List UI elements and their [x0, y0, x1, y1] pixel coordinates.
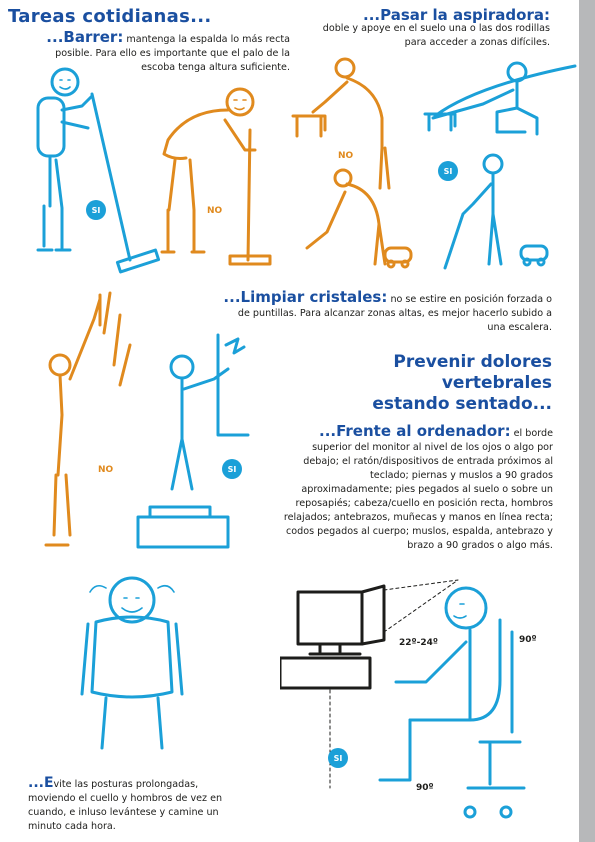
figure-seated-correct — [380, 588, 524, 788]
vacuuming-illustration — [285, 56, 585, 276]
window-cleaning-illustration — [30, 285, 270, 585]
vacuuming-text: doble y apoye en el suelo una o las dos rodillas para acceder a zonas difíciles. — [322, 23, 550, 48]
monitor — [298, 586, 384, 654]
figure-sweeping-incorrect — [162, 89, 270, 264]
seated-title-line-3: estando sentado... — [372, 394, 552, 414]
avoid-lead: ...E — [28, 775, 54, 791]
badge-no-sweeping: NO — [207, 206, 223, 216]
windows-text: no se estire en posición forzada o de puntillas. Para alcanzar zonas altas, es mejor hacerlo subido a una escalera. — [237, 294, 552, 333]
badge-no-window: NO — [98, 465, 114, 475]
figure-vacuum-kneel-correct — [425, 63, 575, 134]
badge-si-computer: SI — [328, 748, 348, 768]
desk — [280, 658, 370, 688]
computer-paragraph — [278, 424, 553, 553]
angle-back-label: 90º — [519, 635, 537, 645]
figure-vacuum-upright-correct — [445, 155, 547, 268]
computer-subtitle: ...Frente al ordenador: — [319, 422, 511, 440]
computer-posture-diagram — [280, 572, 540, 832]
sweeping-illustration — [10, 60, 275, 280]
vacuuming-subtitle: ...Pasar la aspiradora: — [363, 6, 550, 24]
avoid-paragraph — [28, 776, 248, 834]
badge-si-window: SI — [222, 459, 242, 479]
seated-title-line-2: vertebrales — [441, 373, 552, 393]
section-title-daily-tasks: Tareas cotidianas... — [8, 6, 212, 27]
sweeping-subtitle: ...Barrer: — [46, 28, 124, 46]
windows-subtitle: ...Limpiar cristales: — [223, 288, 388, 306]
figure-window-stretch-incorrect — [46, 293, 130, 545]
angle-knee-label: 90º — [416, 783, 434, 793]
figure-vacuum-table-incorrect — [293, 59, 389, 188]
seated-section-title — [300, 352, 552, 415]
seated-title-line-1: Prevenir dolores — [393, 352, 552, 372]
figure-vacuum-bent-incorrect — [307, 170, 411, 267]
angle-monitor-label: 22º-24º — [399, 638, 438, 648]
badge-si-sweeping: SI — [86, 200, 106, 220]
figure-window-step-correct — [138, 335, 248, 547]
vacuuming-paragraph — [320, 8, 550, 50]
badge-no-vacuum: NO — [338, 151, 354, 161]
figure-sweeping-correct — [38, 69, 159, 272]
computer-text: el borde superior del monitor al nivel de los ojos o algo por debajo; el ratón/dispositivos de entrada próximos al teclado; piernas y muslos a 90 grados aproximadamente; pies pegados al suelo o sobre un reposapiés; cabeza/cuello en posición recta, hombros relajados; antebrazos, muñecas y manos en línea recta; codos pegados al cuerpo; muslos, espalda, antebrazo y brazo a 90 grados o algo más. — [283, 428, 553, 551]
sweeping-text: mantenga la espalda lo más recta posible. Para ello es importante que el palo de la escoba tenga altura suficiente. — [55, 34, 290, 73]
badge-si-vacuum: SI — [438, 161, 458, 181]
neck-exercise-illustration — [70, 572, 200, 762]
avoid-text: vite las posturas prolongadas, moviendo el cuello y hombros de vez en cuando, e inluso levántese y camine un minuto cada hora. — [28, 779, 223, 832]
